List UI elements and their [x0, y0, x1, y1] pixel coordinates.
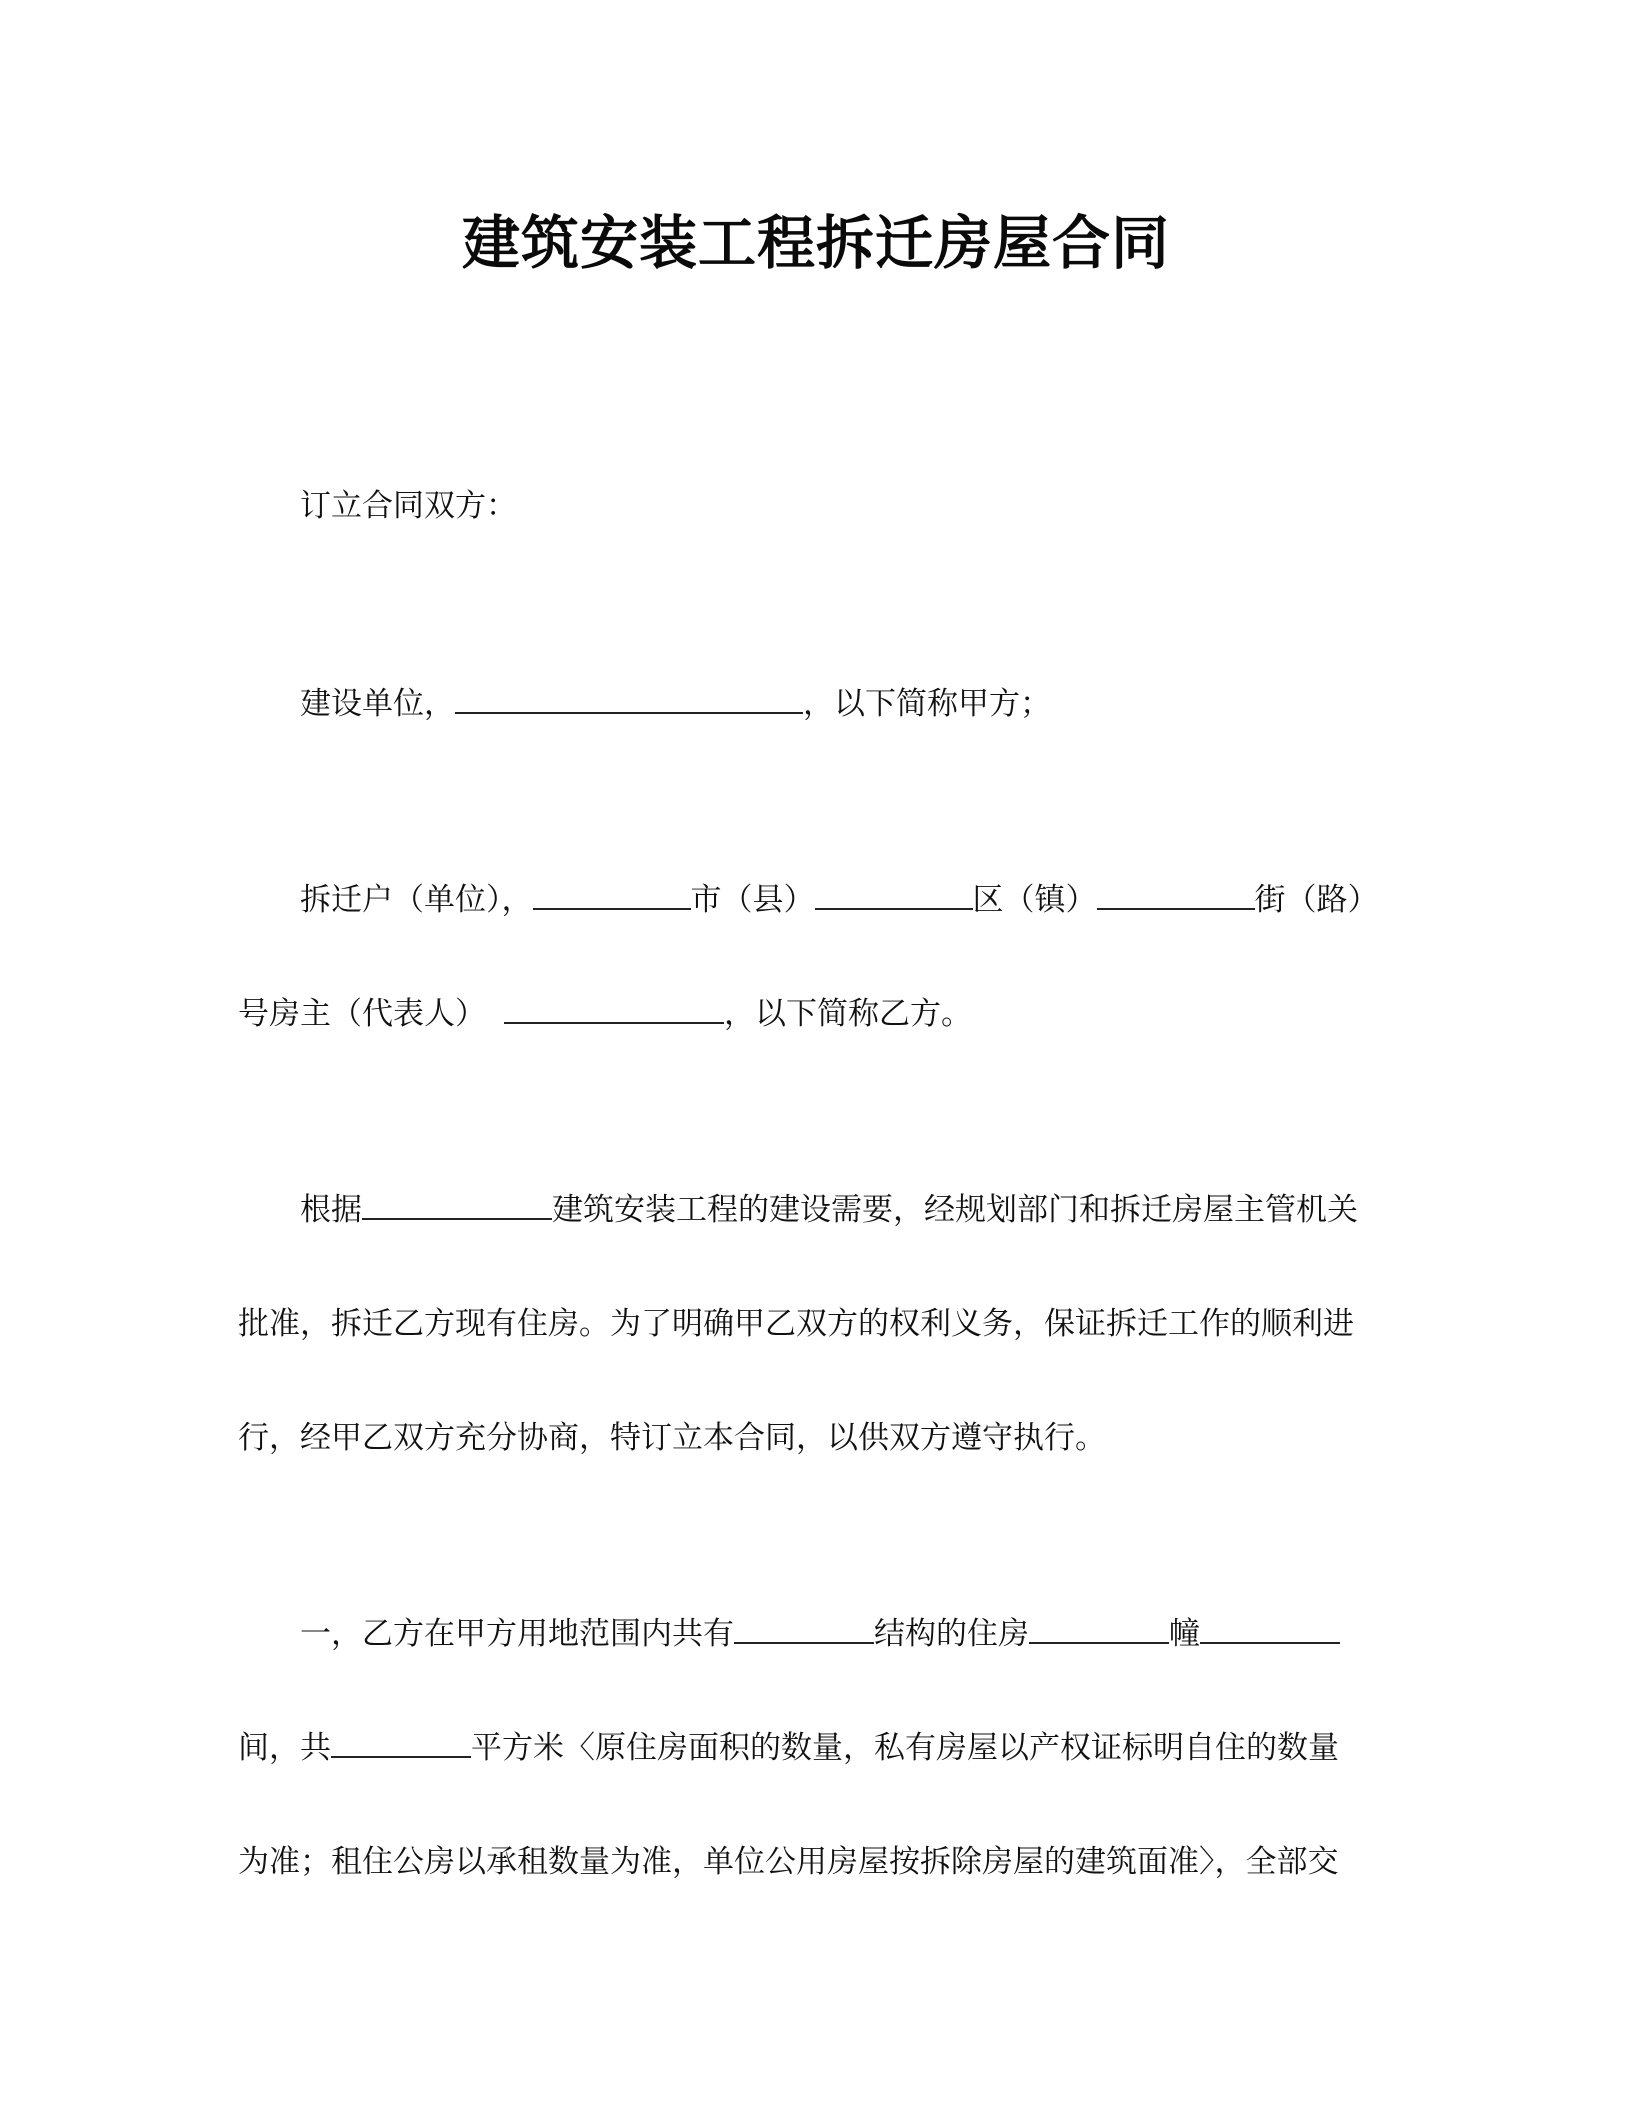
party-b-district-label: 区（镇） [972, 882, 1097, 918]
document-title: 建筑安装工程拆迁房屋合同 [461, 209, 1170, 277]
party-a-blank[interactable] [455, 682, 803, 714]
clause-1-structure-blank[interactable] [734, 1612, 874, 1644]
party-a-label: 建设单位， [300, 686, 455, 722]
clause-1-structure-label: 结构的住房 [874, 1616, 1029, 1652]
preamble-line-3: 行，经甲乙双方充分协商，特订立本合同，以供双方遵守执行。 [238, 1420, 1106, 1456]
clause-1-line2-start: 间，共 [238, 1730, 331, 1766]
clause-1-area-blank[interactable] [331, 1726, 471, 1758]
party-b-suffix: ，以下简称乙方。 [724, 996, 972, 1032]
party-b-line-1 [300, 878, 1379, 922]
clause-1-line2-rest: 平方米〈原住房面积的数量，私有房屋以产权证标明自住的数量 [471, 1730, 1339, 1766]
party-b-owner-blank[interactable] [504, 992, 724, 1024]
preamble-line-2: 批准，拆迁乙方现有住房。为了明确甲乙双方的权利义务，保证拆迁工作的顺利进 [238, 1306, 1354, 1342]
preamble-start: 根据 [300, 1192, 362, 1228]
party-b-city-blank[interactable] [533, 878, 691, 910]
preamble-line-1 [300, 1188, 1358, 1232]
clause-1-start: 一，乙方在甲方用地范围内共有 [300, 1616, 734, 1652]
party-b-street-label: 街（路） [1254, 882, 1379, 918]
clause-1-line-3: 为准；租住公房以承租数量为准，单位公用房屋按拆除房屋的建筑面准〉，全部交 [238, 1844, 1339, 1880]
party-b-street-blank[interactable] [1097, 878, 1255, 910]
clause-1-line-2 [238, 1726, 1339, 1770]
preamble-project-blank[interactable] [362, 1188, 552, 1220]
party-b-line-2 [238, 992, 972, 1036]
parties-heading: 订立合同双方： [300, 488, 517, 524]
clause-1-building-label: 幢 [1169, 1616, 1200, 1652]
party-b-house-label: 号房主（代表人） [238, 996, 486, 1032]
party-b-district-blank[interactable] [815, 878, 973, 910]
party-a-suffix: ，以下简称甲方； [803, 686, 1051, 722]
clause-1-building-count-blank[interactable] [1029, 1612, 1169, 1644]
preamble-rest: 建筑安装工程的建设需要，经规划部门和拆迁房屋主管机关 [552, 1192, 1358, 1228]
clause-1-room-count-blank[interactable] [1200, 1612, 1340, 1644]
party-b-city-label: 市（县） [690, 882, 815, 918]
party-b-label: 拆迁户（单位）， [300, 882, 533, 918]
party-a-line [300, 682, 1051, 726]
clause-1-line-1 [300, 1612, 1340, 1656]
